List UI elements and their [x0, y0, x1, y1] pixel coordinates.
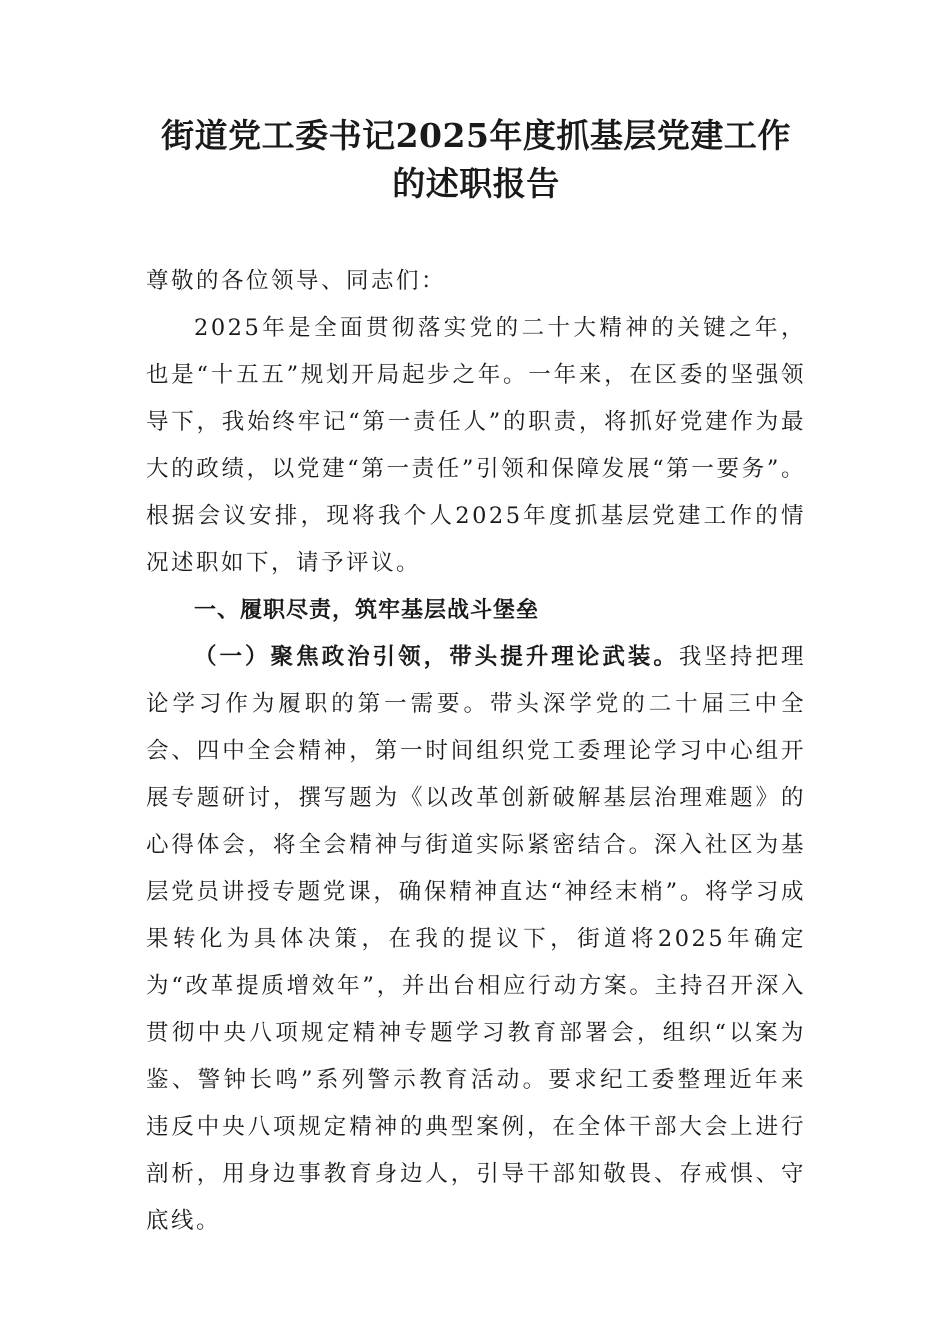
document-page [146, 112, 806, 1245]
intro-paragraph: 2025年是全面贯彻落实党的二十大精神的关键之年，也是“十五五”规划开局起步之年。一年来，在区委的坚强领导下，我始终牢记“第一责任人”的职责，将抓好党建作为最大的政绩，以党建“第一责任”引领和保障发展“第一要务”。根据会议安排，现将我个人2025年度抓基层党建工作的情况述职如下，请予评议。 [146, 315, 806, 576]
title-line-1: 街道党工委书记2025年度抓基层党建工作 [161, 116, 791, 155]
subsection-1-lead: （一）聚焦政治引领，带头提升理论武装。 [194, 644, 679, 670]
section-1-heading: 一、履职尽责，筑牢基层战斗堡垒 [194, 598, 540, 623]
document-title [146, 112, 806, 208]
subsection-1-paragraph [146, 634, 806, 1245]
title-line-2: 的述职报告 [392, 164, 560, 203]
salutation: 尊敬的各位领导、同志们： [146, 268, 447, 294]
subsection-1-body: 我坚持把理论学习作为履职的第一需要。带头深学党的二十届三中全会、四中全会精神，第一时间组织党工委理论学习中心组开展专题研讨，撰写题为《以改革创新破解基层治理难题》的心得体会，将全会精神与街道实际紧密结合。深入社区为基层党员讲授专题党课，确保精神直达“神经末梢”。将学习成果转化为具体决策，在我的提议下，街道将2025年确定为“改革提质增效年”，并出台相应行动方案。主持召开深入贯彻中央八项规定精神专题学习教育部署会，组织“以案为鉴、警钟长鸣”系列警示教育活动。要求纪工委整理近年来违反中央八项规定精神的典型案例，在全体干部大会上进行剖析，用身边事教育身边人，引导干部知敬畏、存戒惧、守底线。 [146, 644, 806, 1234]
